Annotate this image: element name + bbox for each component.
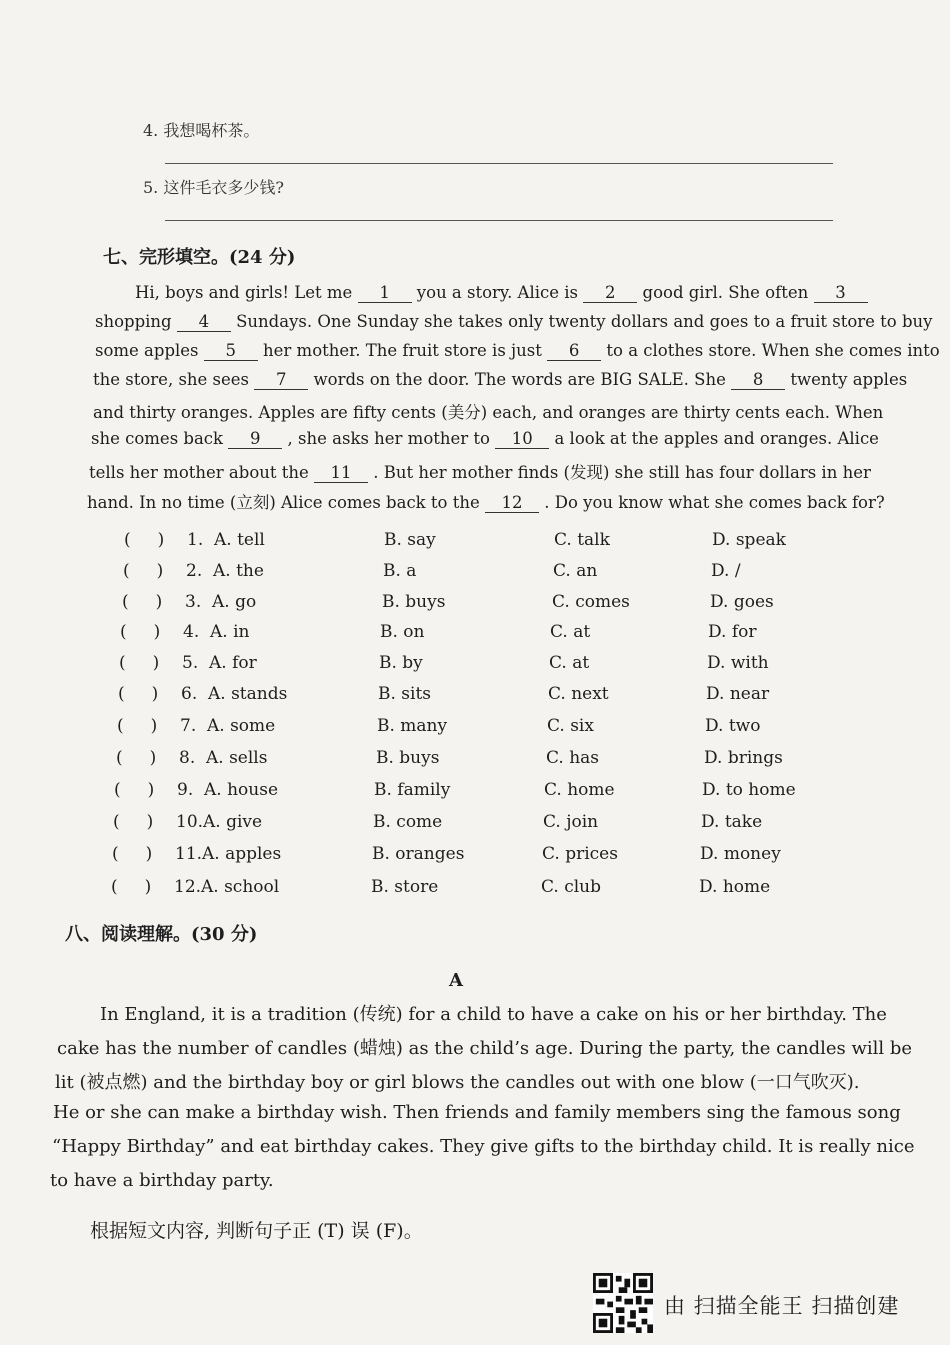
option-a: A. school	[201, 877, 280, 897]
reading-line: lit (被点燃) and the birthday boy or girl blows the candles out with one blow (一口气吹灭).	[55, 1072, 860, 1093]
cloze-text: a look at the apples and oranges. Alice	[549, 429, 879, 448]
cloze-line	[95, 341, 940, 361]
option-b: B. by	[379, 653, 423, 673]
option-c: C. at	[549, 653, 590, 673]
option-c: C. has	[546, 748, 600, 768]
option-d: D. speak	[712, 530, 786, 550]
cloze-text: twenty apples	[785, 370, 908, 389]
answer-bracket[interactable]: ( )	[120, 622, 161, 642]
answer-bracket[interactable]: ( )	[112, 844, 153, 864]
cloze-line	[135, 283, 895, 303]
cloze-section-title: 七、完形填空。(24 分)	[103, 247, 296, 268]
question-row	[116, 748, 876, 776]
option-c: C. home	[544, 780, 615, 800]
option-c: C. at	[550, 622, 591, 642]
answer-bracket[interactable]: ( )	[118, 684, 159, 704]
option-c: C. club	[541, 877, 601, 897]
option-b: B. come	[373, 812, 443, 832]
option-b: B. buys	[376, 748, 440, 768]
option-d: D. home	[699, 877, 771, 897]
option-b: B. sits	[378, 684, 432, 704]
cloze-blank-12[interactable]: 12	[485, 493, 539, 513]
question-number: 5.	[182, 653, 199, 673]
cloze-text: shopping	[95, 312, 177, 331]
translation-item-4: 4. 我想喝杯茶。	[143, 121, 260, 140]
answer-bracket[interactable]: ( )	[111, 877, 152, 897]
translation-item-5: 5. 这件毛衣多少钱?	[143, 178, 284, 197]
cloze-blank-11[interactable]: 11	[314, 463, 368, 483]
option-d: D. two	[705, 716, 761, 736]
option-b: B. family	[374, 780, 451, 800]
reading-line: cake has the number of candles (蜡烛) as the child’s age. During the party, the candles will be	[57, 1038, 913, 1059]
cloze-line	[87, 489, 885, 513]
option-b: B. on	[380, 622, 425, 642]
cloze-text: tells her mother about the	[89, 463, 315, 482]
option-d: D. brings	[704, 748, 783, 768]
cloze-text: Sundays. One Sunday she takes only twenty dollars and goes to a fruit store to buy	[230, 312, 933, 331]
answer-bracket[interactable]: ( )	[117, 716, 158, 736]
option-a: A. some	[207, 716, 276, 736]
question-number: 7.	[180, 716, 197, 736]
cloze-text: some apples	[95, 341, 204, 360]
cloze-blank-9[interactable]: 9	[228, 429, 282, 449]
cloze-blank-6[interactable]: 6	[547, 341, 601, 361]
answer-bracket[interactable]: ( )	[124, 530, 165, 550]
question-row	[124, 530, 884, 558]
option-b: B. say	[384, 530, 436, 550]
cloze-blank-4[interactable]: 4	[177, 312, 231, 332]
option-b: B. many	[377, 716, 448, 736]
option-a: A. the	[213, 561, 264, 581]
option-a: A. sells	[206, 748, 268, 768]
option-d: D. for	[708, 622, 757, 642]
option-a: A. go	[212, 592, 257, 612]
answer-line-4[interactable]	[165, 163, 833, 164]
option-c: C. comes	[552, 592, 630, 612]
option-a: A. house	[204, 780, 279, 800]
answer-bracket[interactable]: ( )	[113, 812, 154, 832]
cloze-text: . But her mother finds (发现) she still has four dollars in her	[368, 463, 871, 482]
question-row	[123, 561, 883, 589]
question-row	[120, 622, 880, 650]
cloze-blank-10[interactable]: 10	[495, 429, 549, 449]
option-b: B. oranges	[372, 844, 465, 864]
cloze-blank-5[interactable]: 5	[204, 341, 258, 361]
option-d: D. money	[700, 844, 781, 864]
option-c: C. an	[553, 561, 598, 581]
cloze-line	[89, 459, 871, 483]
answer-bracket[interactable]: ( )	[123, 561, 164, 581]
question-row	[113, 812, 873, 840]
cloze-blank-7[interactable]: 7	[254, 370, 308, 390]
question-row	[114, 780, 874, 808]
question-number: 10.	[176, 812, 204, 832]
question-number: 8.	[179, 748, 196, 768]
option-c: C. six	[547, 716, 594, 736]
cloze-line	[91, 429, 879, 449]
option-a: A. apples	[202, 844, 282, 864]
question-number: 9.	[177, 780, 194, 800]
question-row	[118, 684, 878, 712]
option-a: A. in	[210, 622, 250, 642]
cloze-blank-8[interactable]: 8	[731, 370, 785, 390]
cloze-text: . Do you know what she comes back for?	[539, 493, 885, 512]
question-number: 12.	[174, 877, 202, 897]
answer-bracket[interactable]: ( )	[119, 653, 160, 673]
cloze-line	[93, 399, 884, 423]
qr-code-icon	[593, 1273, 653, 1333]
cloze-text: her mother. The fruit store is just	[257, 341, 548, 360]
question-row	[119, 653, 879, 681]
option-a: A. for	[209, 653, 257, 673]
scan-credit: 由 扫描全能王 扫描创建	[664, 1294, 900, 1318]
question-number: 11.	[175, 844, 203, 864]
option-c: C. prices	[542, 844, 618, 864]
cloze-blank-1[interactable]: 1	[358, 283, 412, 303]
option-a: A. stands	[208, 684, 288, 704]
answer-line-5[interactable]	[165, 220, 833, 221]
option-a: A. give	[203, 812, 263, 832]
option-d: D. near	[706, 684, 770, 704]
option-d: D. to home	[702, 780, 796, 800]
answer-bracket[interactable]: ( )	[116, 748, 157, 768]
cloze-text: , she asks her mother to	[282, 429, 496, 448]
cloze-line	[93, 370, 908, 390]
option-a: A. tell	[214, 530, 265, 550]
cloze-blank-2[interactable]: 2	[583, 283, 637, 303]
option-c: C. talk	[554, 530, 610, 550]
option-d: D. /	[711, 561, 741, 581]
question-row	[112, 844, 872, 872]
cloze-text: words on the door. The words are BIG SALE. She	[308, 370, 732, 389]
question-row	[122, 592, 882, 620]
answer-bracket[interactable]: ( )	[122, 592, 163, 612]
reading-line: “Happy Birthday” and eat birthday cakes. They give gifts to the birthday child. It is really nice	[52, 1136, 915, 1157]
question-number: 4.	[183, 622, 200, 642]
cloze-blank-3[interactable]: 3	[814, 283, 868, 303]
question-row	[117, 716, 877, 744]
cloze-text: you a story. Alice is	[411, 283, 584, 302]
cloze-text: Hi, boys and girls! Let me	[135, 283, 358, 302]
reading-section-title: 八、阅读理解。(30 分)	[65, 924, 258, 945]
question-number: 3.	[185, 592, 202, 612]
reading-line: In England, it is a tradition (传统) for a child to have a cake on his or her birthday. The	[100, 1004, 887, 1025]
question-row	[111, 877, 871, 905]
cloze-text: and thirty oranges. Apples are fifty cents (美分) each, and oranges are thirty cents each. When	[93, 403, 884, 422]
cloze-text: hand. In no time (立刻) Alice comes back to the	[87, 493, 485, 512]
option-d: D. goes	[710, 592, 774, 612]
option-d: D. with	[707, 653, 769, 673]
option-d: D. take	[701, 812, 763, 832]
answer-bracket[interactable]: ( )	[114, 780, 155, 800]
cloze-text: the store, she sees	[93, 370, 255, 389]
option-c: C. next	[548, 684, 609, 704]
reading-line: to have a birthday party.	[50, 1170, 274, 1191]
option-b: B. buys	[382, 592, 446, 612]
option-c: C. join	[543, 812, 599, 832]
question-number: 6.	[181, 684, 198, 704]
cloze-line	[95, 312, 933, 332]
reading-line: He or she can make a birthday wish. Then friends and family members sing the famous song	[53, 1102, 901, 1123]
question-number: 2.	[186, 561, 203, 581]
option-b: B. a	[383, 561, 417, 581]
passage-label: A	[449, 970, 463, 991]
question-number: 1.	[187, 530, 204, 550]
reading-instruction: 根据短文内容, 判断句子正 (T) 误 (F)。	[90, 1220, 423, 1242]
cloze-text: good girl. She often	[637, 283, 814, 302]
cloze-text: she comes back	[91, 429, 229, 448]
cloze-text: to a clothes store. When she comes into	[601, 341, 940, 360]
option-b: B. store	[371, 877, 439, 897]
